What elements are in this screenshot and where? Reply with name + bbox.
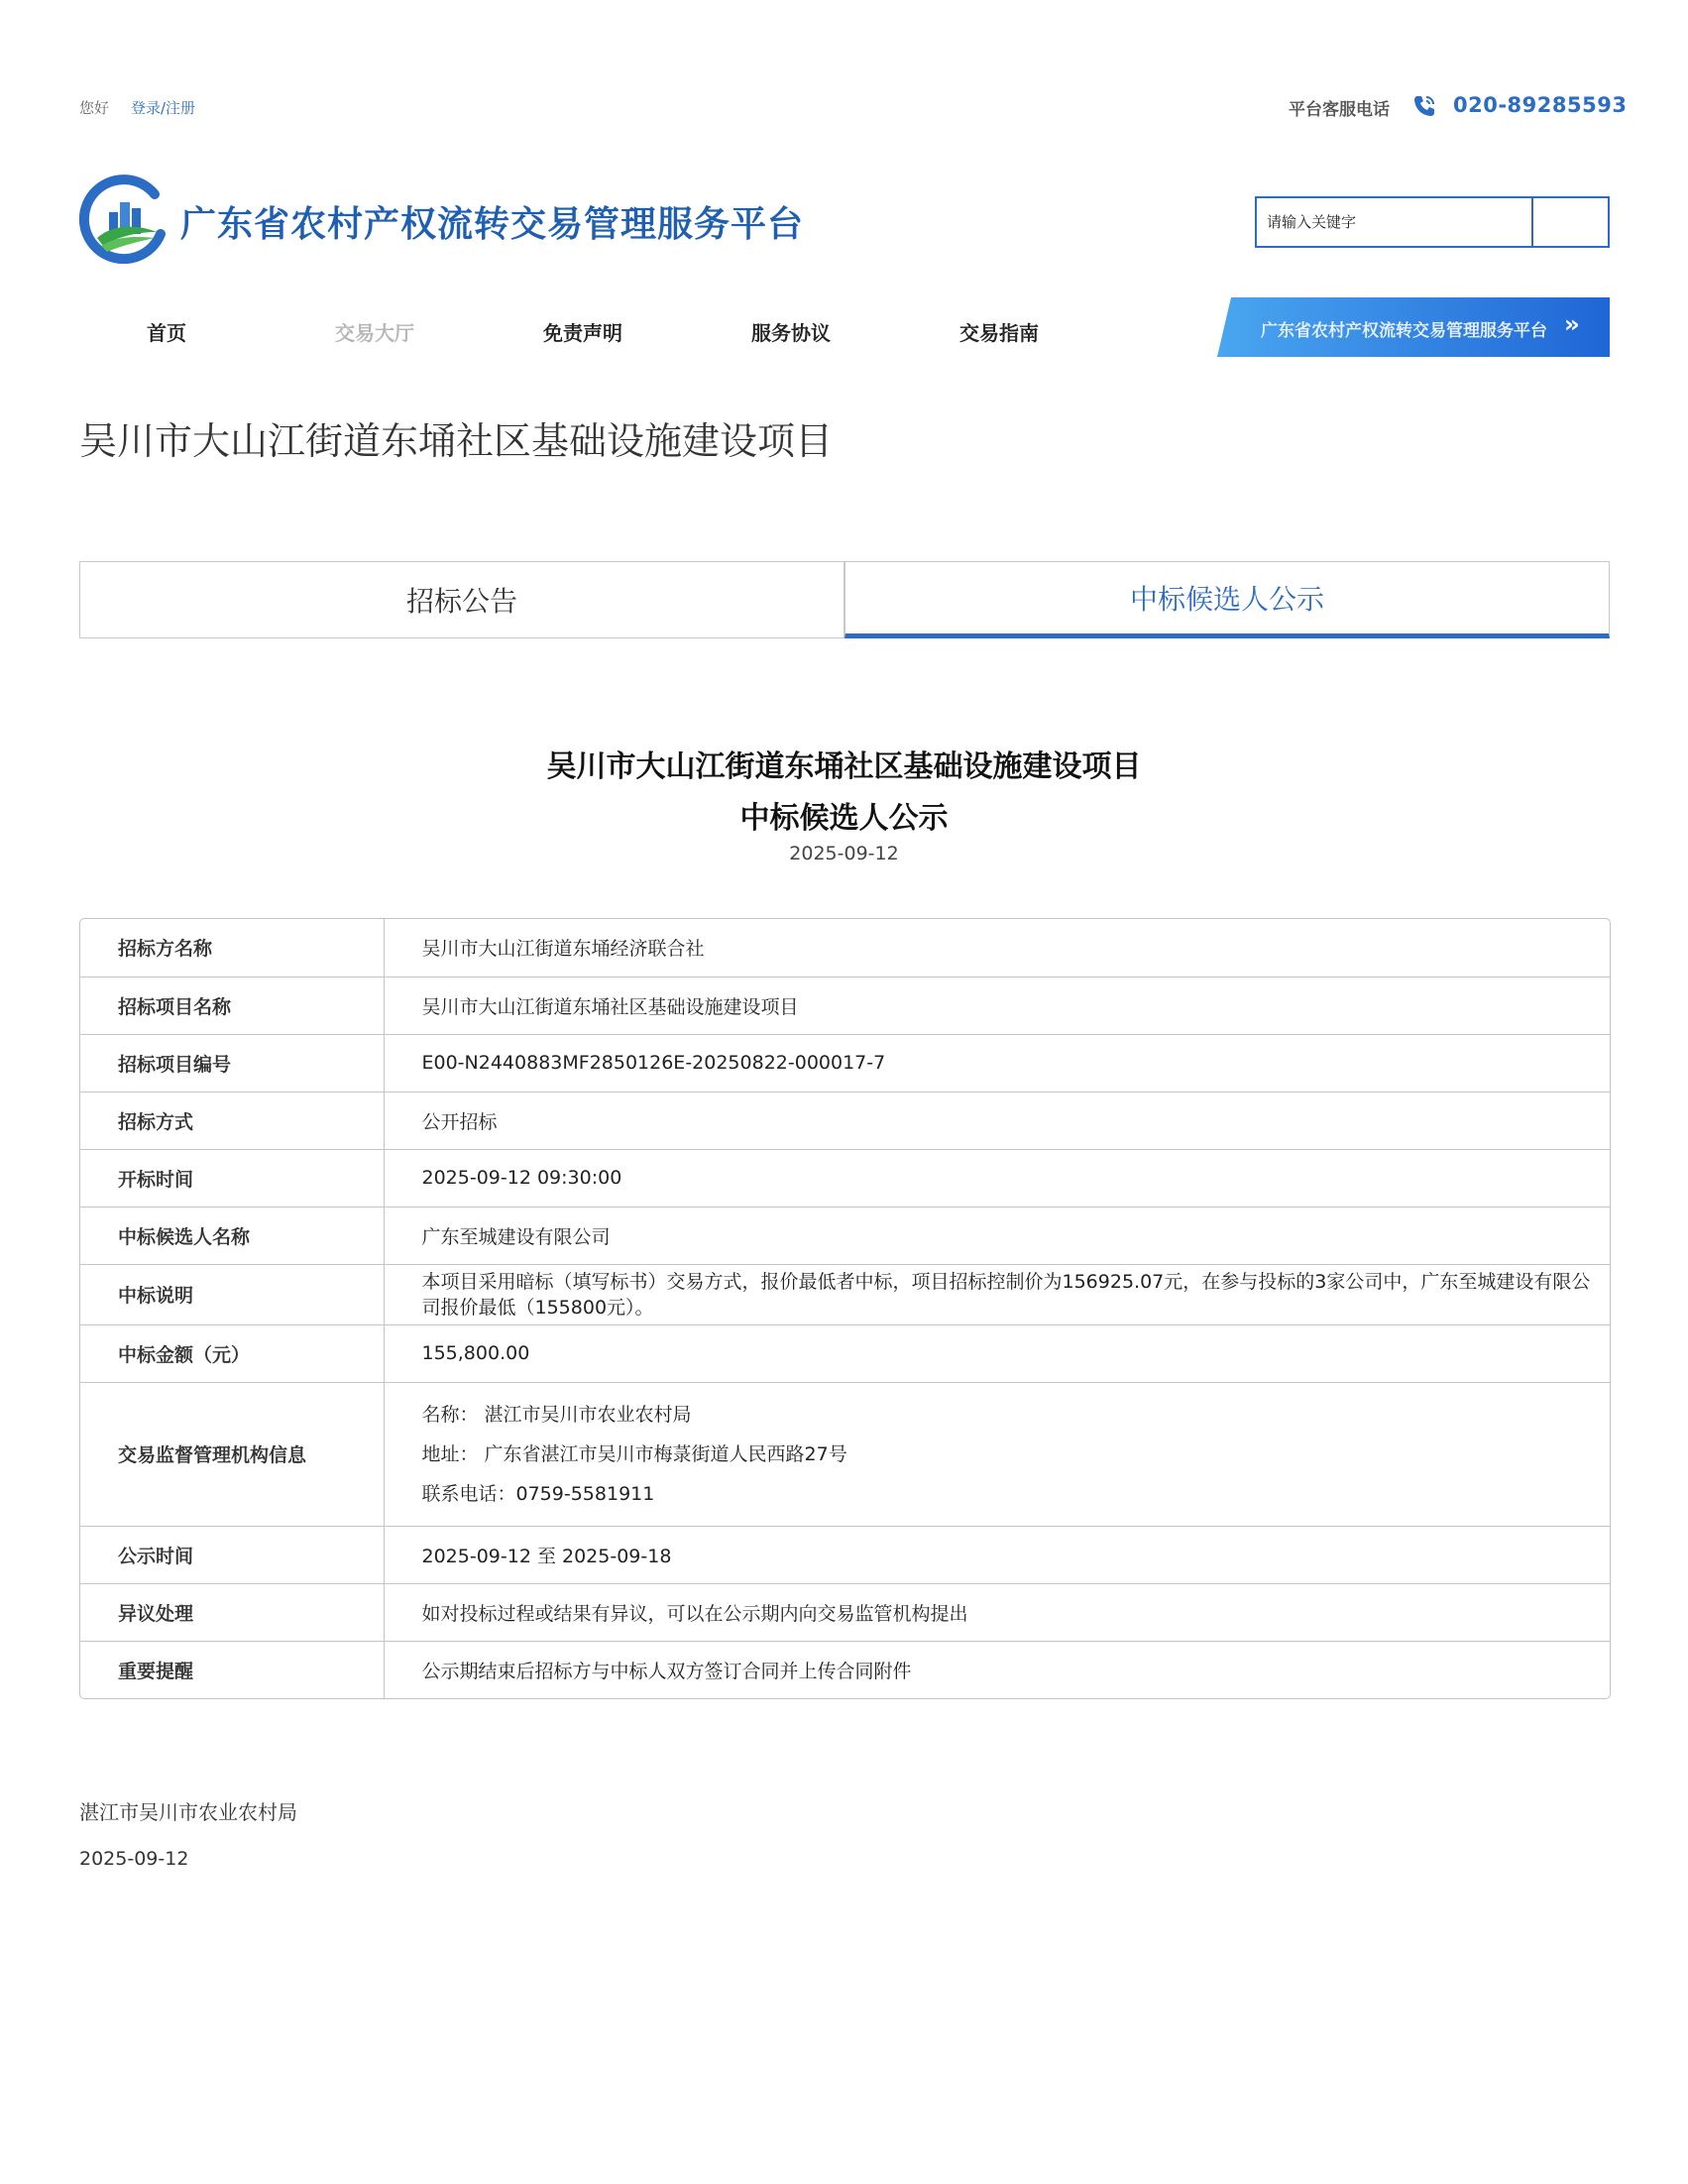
- row-value: 155,800.00: [384, 1324, 1610, 1382]
- double-chevron-right-icon: ››: [1564, 310, 1576, 338]
- row-value: 本项目采用暗标（填写标书）交易方式，报价最低者中标，项目招标控制价为156925.07元，在参与投标的3家公司中，广东至城建设有限公司报价最低（155800元）。: [384, 1264, 1610, 1324]
- row-label: 公示时间: [80, 1526, 384, 1583]
- nav-service-agreement[interactable]: 服务协议: [751, 321, 831, 345]
- table-row: [80, 1583, 1610, 1641]
- login-register-link[interactable]: 登录/注册: [131, 99, 196, 117]
- row-label: 异议处理: [80, 1583, 384, 1641]
- table-row: [80, 977, 1610, 1034]
- hotline-label: 平台客服电话: [1289, 100, 1390, 120]
- table-row: [80, 1526, 1610, 1583]
- table-row: [80, 1092, 1610, 1149]
- nav-trading-guide[interactable]: 交易指南: [959, 321, 1039, 345]
- platform-logo-icon[interactable]: [77, 172, 169, 264]
- row-value: 吴川市大山江街道东埇经济联合社: [384, 919, 1610, 977]
- row-label: 重要提醒: [80, 1641, 384, 1698]
- table-row: [80, 1324, 1610, 1382]
- issuing-organization: 湛江市吴川市农业农村局: [79, 1800, 297, 1824]
- hotline-number: 020-89285593: [1453, 93, 1628, 117]
- row-label: 招标方名称: [80, 919, 384, 977]
- supervisor-address: 地址： 广东省湛江市吴川市梅菉街道人民西路27号: [421, 1442, 847, 1465]
- table-row: [80, 1382, 1610, 1526]
- row-value: 2025-09-12 至 2025-09-18: [384, 1526, 1610, 1583]
- nav-trading-hall[interactable]: 交易大厅: [335, 321, 414, 345]
- table-row: [80, 919, 1610, 977]
- row-value: 2025-09-12 09:30:00: [384, 1149, 1610, 1207]
- supervisor-phone: 联系电话：0759-5581911: [421, 1482, 655, 1505]
- search-button[interactable]: [1533, 198, 1608, 246]
- phone-icon: [1411, 93, 1437, 119]
- row-label: 招标方式: [80, 1092, 384, 1149]
- issue-date: 2025-09-12: [79, 1848, 189, 1870]
- nav-home[interactable]: 首页: [147, 321, 186, 345]
- table-row: [80, 1034, 1610, 1092]
- row-label: 开标时间: [80, 1149, 384, 1207]
- row-value: 吴川市大山江街道东埇社区基础设施建设项目: [384, 977, 1610, 1034]
- tab-winning-candidate[interactable]: 中标候选人公示: [844, 561, 1610, 638]
- table-row: [80, 1149, 1610, 1207]
- table-row: [80, 1641, 1610, 1698]
- document-title: 吴川市大山江街道东埇社区基础设施建设项目: [546, 749, 1142, 784]
- row-label: 中标说明: [80, 1264, 384, 1324]
- row-label: 招标项目名称: [80, 977, 384, 1034]
- search-box: [1255, 196, 1610, 248]
- row-label: 交易监督管理机构信息: [80, 1382, 384, 1526]
- table-row: [80, 1264, 1610, 1324]
- supervisor-info: [384, 1382, 1610, 1526]
- row-value: 公开招标: [384, 1092, 1610, 1149]
- row-value: 如对投标过程或结果有异议，可以在公示期内向交易监管机构提出: [384, 1583, 1610, 1641]
- tab-tender-announcement[interactable]: 招标公告: [79, 561, 844, 638]
- row-label: 中标候选人名称: [80, 1207, 384, 1264]
- row-label: 中标金额（元）: [80, 1324, 384, 1382]
- site-title: 广东省农村产权流转交易管理服务平台: [180, 204, 805, 245]
- row-label: 招标项目编号: [80, 1034, 384, 1092]
- page-title: 吴川市大山江街道东埇社区基础设施建设项目: [79, 419, 834, 463]
- supervisor-name: 名称： 湛江市吴川市农业农村局: [421, 1403, 692, 1426]
- row-value: 广东至城建设有限公司: [384, 1207, 1610, 1264]
- row-value: 公示期结束后招标方与中标人双方签订合同并上传合同附件: [421, 1660, 912, 1682]
- row-value: E00-N2440883MF2850126E-20250822-000017-7: [384, 1034, 1610, 1092]
- platform-banner-link[interactable]: [1217, 297, 1610, 357]
- greeting-text: 您好: [79, 99, 110, 117]
- banner-label: 广东省农村产权流转交易管理服务平台: [1261, 321, 1547, 341]
- info-table: [79, 918, 1611, 1699]
- table-row: [80, 1207, 1610, 1264]
- tab-bar: [79, 561, 1610, 638]
- document-date: 2025-09-12: [789, 843, 899, 864]
- search-input[interactable]: [1257, 198, 1531, 246]
- nav-disclaimer[interactable]: 免责声明: [543, 321, 622, 345]
- document-subtitle: 中标候选人公示: [739, 801, 949, 836]
